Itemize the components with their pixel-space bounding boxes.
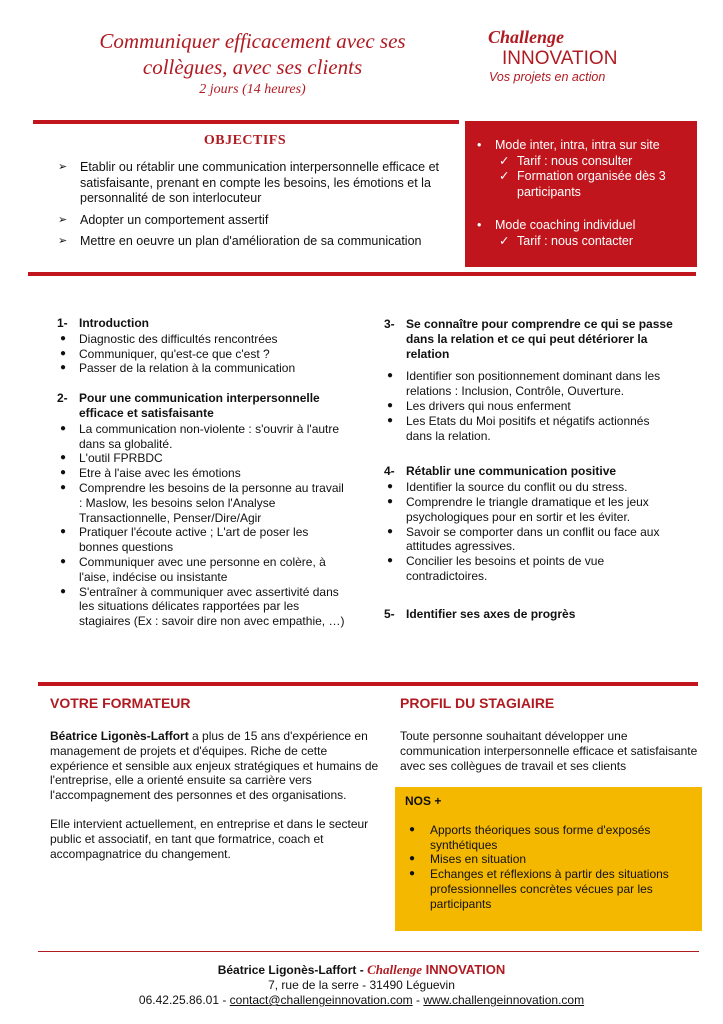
bullet-icon: •	[477, 138, 482, 152]
website-link[interactable]: www.challengeinnovation.com	[423, 993, 585, 1007]
footer-name: Béatrice Ligonès-Laffort	[217, 963, 357, 977]
list-item: ● Echanges et réflexions à partir des situations professionnelles concrètes vécues par les participants	[409, 867, 669, 911]
objectives-list	[58, 160, 458, 256]
list-item: ● L'outil FPRBDC	[60, 451, 163, 466]
arrow-bullet-icon: ➢	[58, 213, 68, 226]
objectives-top-rule	[33, 120, 459, 124]
profile-heading: PROFIL DU STAGIAIRE	[400, 695, 555, 711]
brand-logo	[488, 26, 688, 84]
mode-subitem: ✓ Tarif : nous consulter	[499, 153, 633, 168]
section-divider	[38, 682, 698, 686]
footer-line-1: Béatrice Ligonès-Laffort - Challenge INNOVATION	[217, 962, 506, 977]
arrow-bullet-icon: ➢	[58, 161, 68, 173]
course-duration: 2 jours (14 heures)	[199, 82, 306, 97]
nos-heading: NOS +	[405, 794, 442, 808]
list-item: ● Communiquer, qu'est-ce que c'est ?	[60, 346, 270, 361]
list-item: ● Savoir se comporter dans un conflit ou face aux attitudes agressives.	[387, 524, 660, 554]
training-modes-box	[465, 121, 697, 267]
bullet-icon: ●	[387, 525, 394, 537]
bullet-icon: ●	[60, 422, 67, 434]
checkmark-icon: ✓	[499, 233, 510, 248]
module-heading: 4- Rétablir une communication positive	[384, 464, 617, 479]
bullet-icon: ●	[60, 332, 67, 344]
list-item: ● Identifier la source du conflit ou du stress.	[387, 480, 628, 495]
footer-rule	[38, 951, 699, 952]
bullet-icon: ●	[60, 526, 67, 538]
module-list	[384, 369, 674, 443]
mode-subitem: ✓ Tarif : nous contacter	[499, 233, 634, 248]
footer-brand-script: Challenge	[367, 962, 422, 977]
list-item: ● Diagnostic des difficultés rencontrées	[60, 331, 278, 346]
list-item: ● Comprendre les besoins de la personne au travail : Maslow, les besoins selon l'Analyse Transactionnelle, Penser/Dire/Agir	[60, 480, 344, 525]
list-item: ● Pratiquer l'écoute active ; L'art de poser les bonnes questions	[60, 525, 309, 555]
footer	[0, 962, 723, 1008]
trainer-heading: VOTRE FORMATEUR	[50, 695, 191, 711]
list-item: ● Les Etats du Moi positifs et négatifs actionnés dans la relation.	[387, 413, 650, 443]
arrow-bullet-icon: ➢	[58, 235, 68, 247]
module-heading: 2- Pour une communication interpersonnelle efficace et satisfaisante	[57, 391, 320, 420]
bullet-icon: ●	[60, 481, 67, 493]
bullet-icon: ●	[409, 823, 416, 835]
bullet-icon: ●	[60, 467, 67, 479]
list-item: ● Apports théoriques sous forme d'exposés synthétiques	[409, 822, 651, 852]
bullet-icon: ●	[409, 853, 416, 865]
list-item: ● Passer de la relation à la communication	[60, 361, 296, 376]
bullet-icon: ●	[387, 399, 394, 411]
bullet-icon: ●	[387, 495, 394, 507]
bullet-icon: ●	[387, 370, 394, 382]
profile-text: Toute personne souhaitant développer une communication interpersonnelle efficace et satisfaisante avec ses collègues de travail et ses clients	[400, 729, 698, 773]
bullet-icon: ●	[409, 868, 416, 880]
bullet-icon: ●	[60, 347, 67, 359]
nos-plus-box	[395, 787, 702, 931]
checkmark-icon: ✓	[499, 169, 510, 183]
trainer-name: Béatrice Ligonès-Laffort	[50, 729, 189, 743]
list-item: ● Etre à l'aise avec les émotions	[60, 466, 241, 481]
bullet-icon: ●	[387, 555, 394, 567]
module-list	[57, 422, 347, 629]
trainer-bio: Béatrice Ligonès-Laffort a plus de 15 ans d'expérience en management de projets et d'équipes. Riche de cette expérience et sensible aux enjeux stratégiques et humains de l'entreprise, elle a orienté ensuite sa carrière vers l'accompagnement des personnes et des organisations.	[50, 729, 379, 803]
checkmark-icon: ✓	[499, 153, 510, 168]
mode-item: • Mode coaching individuel	[477, 218, 636, 232]
footer-brand-name: INNOVATION	[421, 962, 506, 977]
bullet-icon: ●	[60, 555, 67, 567]
program-left-column	[57, 316, 347, 629]
list-item: ● Identifier son positionnement dominant dans les relations : Inclusion, Contrôle, Ouverture.	[387, 369, 661, 399]
bullet-icon: •	[477, 218, 482, 232]
objective-item: ➢ Etablir ou rétablir une communication interpersonnelle efficace et satisfaisante, prenant en compte les besoins, les émotions et la personnalité de son interlocuteur	[58, 160, 439, 205]
module-heading: 1- Introduction	[57, 316, 149, 330]
list-item: ● Communiquer avec une personne en colère, à l'aise, indécise ou insistante	[60, 554, 326, 584]
footer-address: 7, rue de la serre - 31490 Léguevin	[268, 978, 455, 992]
list-item: ● Mises en situation	[409, 852, 527, 867]
bullet-icon: ●	[387, 481, 394, 493]
list-item: ● La communication non-violente : s'ouvrir à l'autre dans sa globalité.	[60, 421, 340, 451]
footer-contact: 06.42.25.86.01 - contact@challengeinnovation.com - www.challengeinnovation.com	[138, 993, 585, 1007]
footer-phone: 06.42.25.86.01	[138, 993, 219, 1007]
trainer-activity: Elle intervient actuellement, en entreprise et dans le secteur public et associatif, en tant que formatrice, coach et accompagnatrice du changement.	[50, 816, 369, 861]
program-right-column	[384, 317, 674, 623]
email-link[interactable]: contact@challengeinnovation.com	[229, 993, 413, 1007]
title-line-1: Communiquer efficacement avec ses	[99, 29, 406, 53]
bullet-icon: ●	[60, 362, 67, 374]
brand-script: Challenge	[488, 27, 565, 47]
brand-tagline: Vos projets en action	[489, 70, 606, 84]
nos-list	[405, 823, 692, 912]
module-list	[57, 332, 347, 376]
objectives-heading: OBJECTIFS	[203, 133, 287, 148]
mode-item: • Mode inter, intra, intra sur site	[477, 138, 660, 152]
list-item: ● Concilier les besoins et points de vue contradictoires.	[387, 554, 605, 583]
module-heading: 3- Se connaître pour comprendre ce qui se passe dans la relation et ce qui peut détériorer la relation	[384, 317, 673, 361]
module-heading: 5- Identifier ses axes de progrès	[384, 606, 576, 621]
list-item: ● Les drivers qui nous enferment	[387, 398, 571, 413]
trainer-section	[50, 695, 382, 861]
title-line-2: collègues, avec ses clients	[142, 55, 363, 79]
list-item: ● S'entraîner à communiquer avec assertivité dans les situations délicates rapportées par les stagiaires (Ex : savoir dire non avec empathie, …)	[60, 584, 345, 629]
bullet-icon: ●	[60, 452, 67, 464]
list-item: ● Comprendre le triangle dramatique et les jeux psychologiques pour en sortir et les éviter.	[387, 494, 649, 524]
document-title	[40, 28, 465, 99]
bullet-icon: ●	[387, 414, 394, 426]
module-list	[384, 480, 674, 584]
trainee-profile-section	[400, 695, 700, 773]
mode-subitem: ✓ Formation organisée dès 3 participants	[499, 169, 666, 199]
objective-item: ➢ Adopter un comportement assertif	[58, 212, 269, 227]
objective-item: ➢ Mettre en oeuvre un plan d'amélioration de sa communication	[58, 234, 422, 248]
bullet-icon: ●	[60, 585, 67, 597]
brand-name: INNOVATION	[502, 48, 618, 69]
objectives-bottom-rule	[28, 272, 696, 276]
